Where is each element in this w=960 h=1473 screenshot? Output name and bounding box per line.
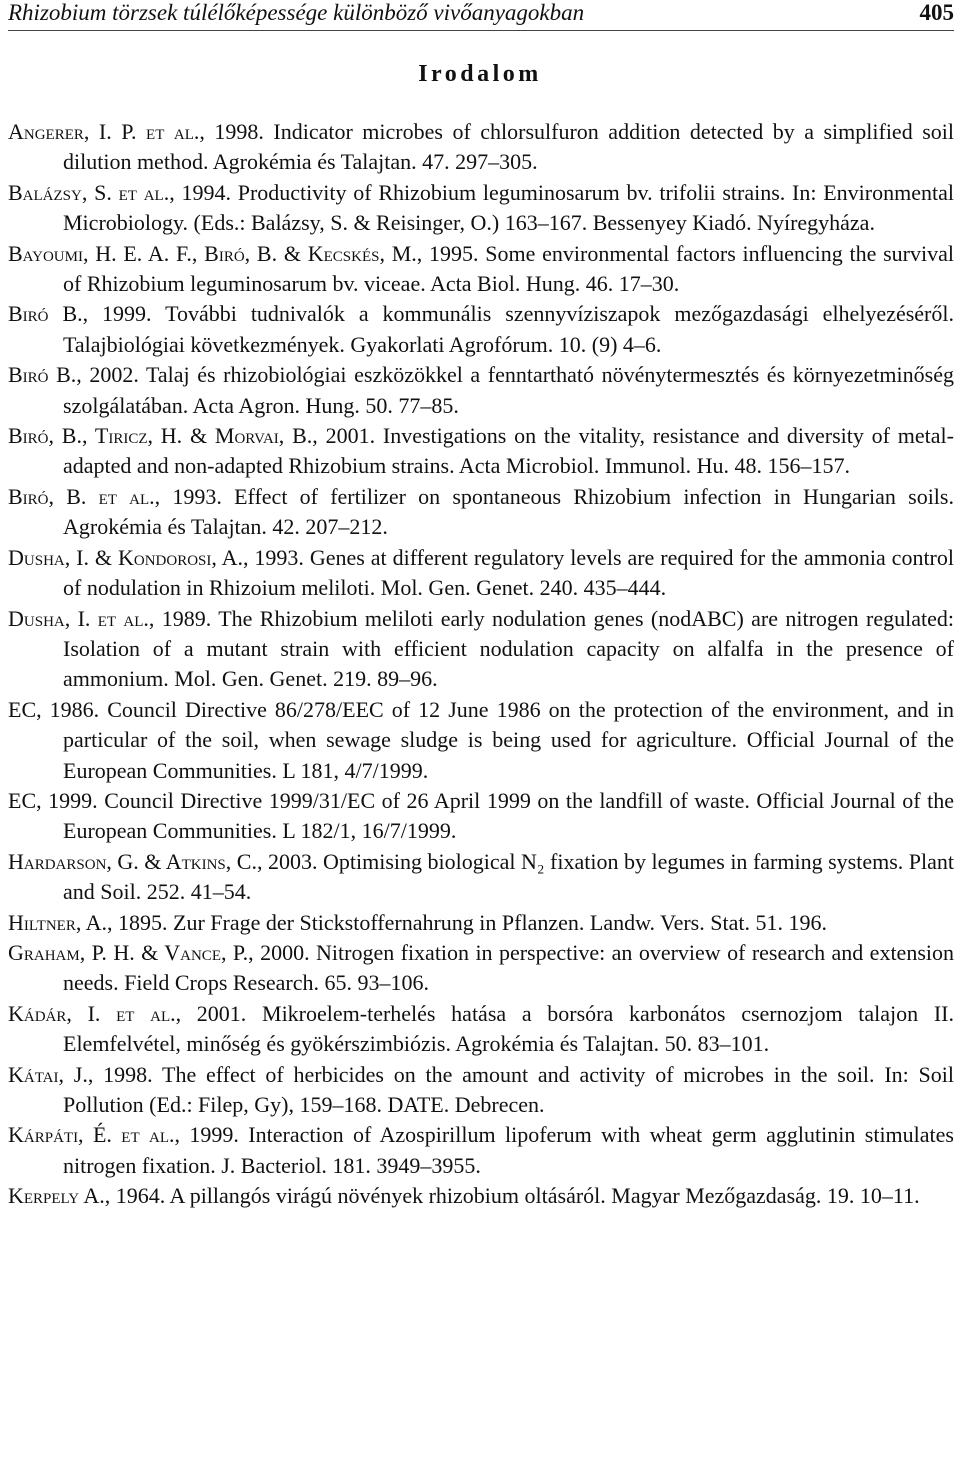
reference-item xyxy=(8,786,954,847)
reference-text: Nitrogen fixation in perspective: an overview of research and extension needs. Field Crops Research. 65. 93–106. xyxy=(63,939,954,996)
running-title: Rhizobium törzsek túlélőképessége különböző vivőanyagokban xyxy=(8,0,585,25)
reference-item xyxy=(8,938,954,999)
reference-item xyxy=(8,178,954,239)
reference-item xyxy=(8,999,954,1060)
page-number: 405 xyxy=(919,0,954,25)
reference-author: Balázsy, S. et al., 1994. xyxy=(8,179,231,205)
reference-text: Some environmental factors influencing the survival of Rhizobium leguminosarum bv. viceae. Acta Biol. Hung. 46. 17–30. xyxy=(63,240,954,297)
reference-author: Hiltner, A., 1895. xyxy=(8,909,168,935)
reference-author: Biró, B. et al., 1993. xyxy=(8,483,222,509)
reference-author: Kerpely A., 1964. xyxy=(8,1183,166,1209)
reference-author: Biró B., 1999. xyxy=(8,301,152,327)
reference-item xyxy=(8,543,954,604)
reference-author: Kátai, J., 1998. xyxy=(8,1061,153,1087)
reference-author: Graham, P. H. & Vance, P., 2000. xyxy=(8,939,310,965)
reference-text: Council Directive 86/278/EEC of 12 June 1986 on the protection of the environment, and in particular of the soil, when sewage sludge is being used for agriculture. Official Journal of the European Communities. L 181, 4/7/1999. xyxy=(63,696,954,783)
reference-text: Optimising biological N₂ fixation by legumes in farming systems. Plant and Soil. 252. 41–54. xyxy=(63,848,954,905)
reference-author: Kádár, I. et al., 2001. xyxy=(8,1000,247,1026)
reference-item xyxy=(8,117,954,178)
reference-item xyxy=(8,1181,954,1211)
reference-item xyxy=(8,1120,954,1181)
reference-item xyxy=(8,908,954,938)
reference-text: Productivity of Rhizobium leguminosarum bv. trifolii strains. In: Environmental Microbiology. (Eds.: Balázsy, S. & Reisinger, O.) 163–167. Bessenyey Kiadó. Nyíregyháza. xyxy=(63,179,954,236)
reference-text: Indicator microbes of chlorsulfuron addition detected by a simplified soil dilution method. Agrokémia és Talajtan. 47. 297–305. xyxy=(63,119,954,175)
reference-author: Hardarson, G. & Atkins, C., 2003. xyxy=(8,848,318,874)
reference-item xyxy=(8,239,954,300)
reference-author: Dusha, I. & Kondorosi, A., 1993. xyxy=(8,544,304,570)
reference-item xyxy=(8,299,954,360)
reference-author: Kárpáti, É. et al., 1999. xyxy=(8,1122,239,1148)
reference-text: The Rhizobium meliloti early nodulation genes (nodABC) are nitrogen regulated: Isolation of a mutant strain with efficient nodulation capacity on alfalfa in the presence of ammonium. Mol. Gen. Genet. 219. 89–96. xyxy=(63,605,954,692)
running-header xyxy=(8,0,954,26)
reference-list xyxy=(8,117,954,1212)
reference-text: Mikroelem-terhelés hatása a borsóra karbonátos csernozjom talajon II. Elemfelvétel, minőség és gyökérszimbiózis. Agrokémia és Talajtan. 50. 83–101. xyxy=(63,1000,954,1057)
reference-author: Biró, B., Tiricz, H. & Morvai, B., 2001. xyxy=(8,423,376,449)
section-heading: Irodalom xyxy=(418,61,542,87)
reference-author: Bayoumi, H. E. A. F., Biró, B. & Kecskés, M., 1995. xyxy=(8,240,479,266)
reference-text: Zur Frage der Stickstoffernahrung in Pflanzen. Landw. Vers. Stat. 51. 196. xyxy=(167,909,827,935)
header-rule xyxy=(8,30,954,31)
reference-item xyxy=(8,482,954,543)
reference-author: Biró B., 2002. xyxy=(8,362,139,388)
reference-author: Dusha, I. et al., 1989. xyxy=(8,605,212,631)
reference-text: The effect of herbicides on the amount and activity of microbes in the soil. In: Soil Pollution (Ed.: Filep, Gy), 159–168. DATE. Debrecen. xyxy=(63,1061,954,1117)
reference-item xyxy=(8,695,954,786)
reference-text: Effect of fertilizer on spontaneous Rhizobium infection in Hungarian soils. Agrokémia és Talajtan. 42. 207–212. xyxy=(63,483,954,540)
reference-author: EC, 1986. xyxy=(8,696,100,722)
reference-item xyxy=(8,847,954,908)
reference-text: Council Directive 1999/31/EC of 26 April 1999 on the landfill of waste. Official Journal of the European Communities. L 182/1, 16/7/1999. xyxy=(63,787,954,844)
reference-item xyxy=(8,360,954,421)
reference-text: A pillangós virágú növények rhizobium oltásáról. Magyar Mezőgazdaság. 19. 10–11. xyxy=(165,1183,920,1209)
reference-item xyxy=(8,421,954,482)
reference-text: Investigations on the vitality, resistance and diversity of metal-adapted and non-adapted Rhizobium strains. Acta Microbiol. Immunol. Hu. 48. 156–157. xyxy=(63,423,954,479)
reference-author: Angerer, I. P. et al., 1998. xyxy=(8,119,264,144)
reference-text: Genes at different regulatory levels are required for the ammonia control of nodulation in Rhizoium meliloti. Mol. Gen. Genet. 240. 435–444. xyxy=(63,544,954,601)
reference-text: További tudnivalók a kommunális szennyvíziszapok mezőgazdasági elhelyezéséről. Talajbiológiai következmények. Gyakorlati Agrofórum. 10. (9) 4–6. xyxy=(63,301,954,357)
reference-item xyxy=(8,604,954,695)
reference-author: EC, 1999. xyxy=(8,787,98,813)
reference-item xyxy=(8,1060,954,1121)
reference-text: Talaj és rhizobiológiai eszközökkel a fenntartható növénytermesztés és környezetminőség szolgálatában. Acta Agron. Hung. 50. 77–85. xyxy=(63,362,954,418)
reference-text: Interaction of Azospirillum lipoferum with wheat germ agglutinin stimulates nitrogen fixation. J. Bacteriol. 181. 3949–3955. xyxy=(63,1122,954,1178)
